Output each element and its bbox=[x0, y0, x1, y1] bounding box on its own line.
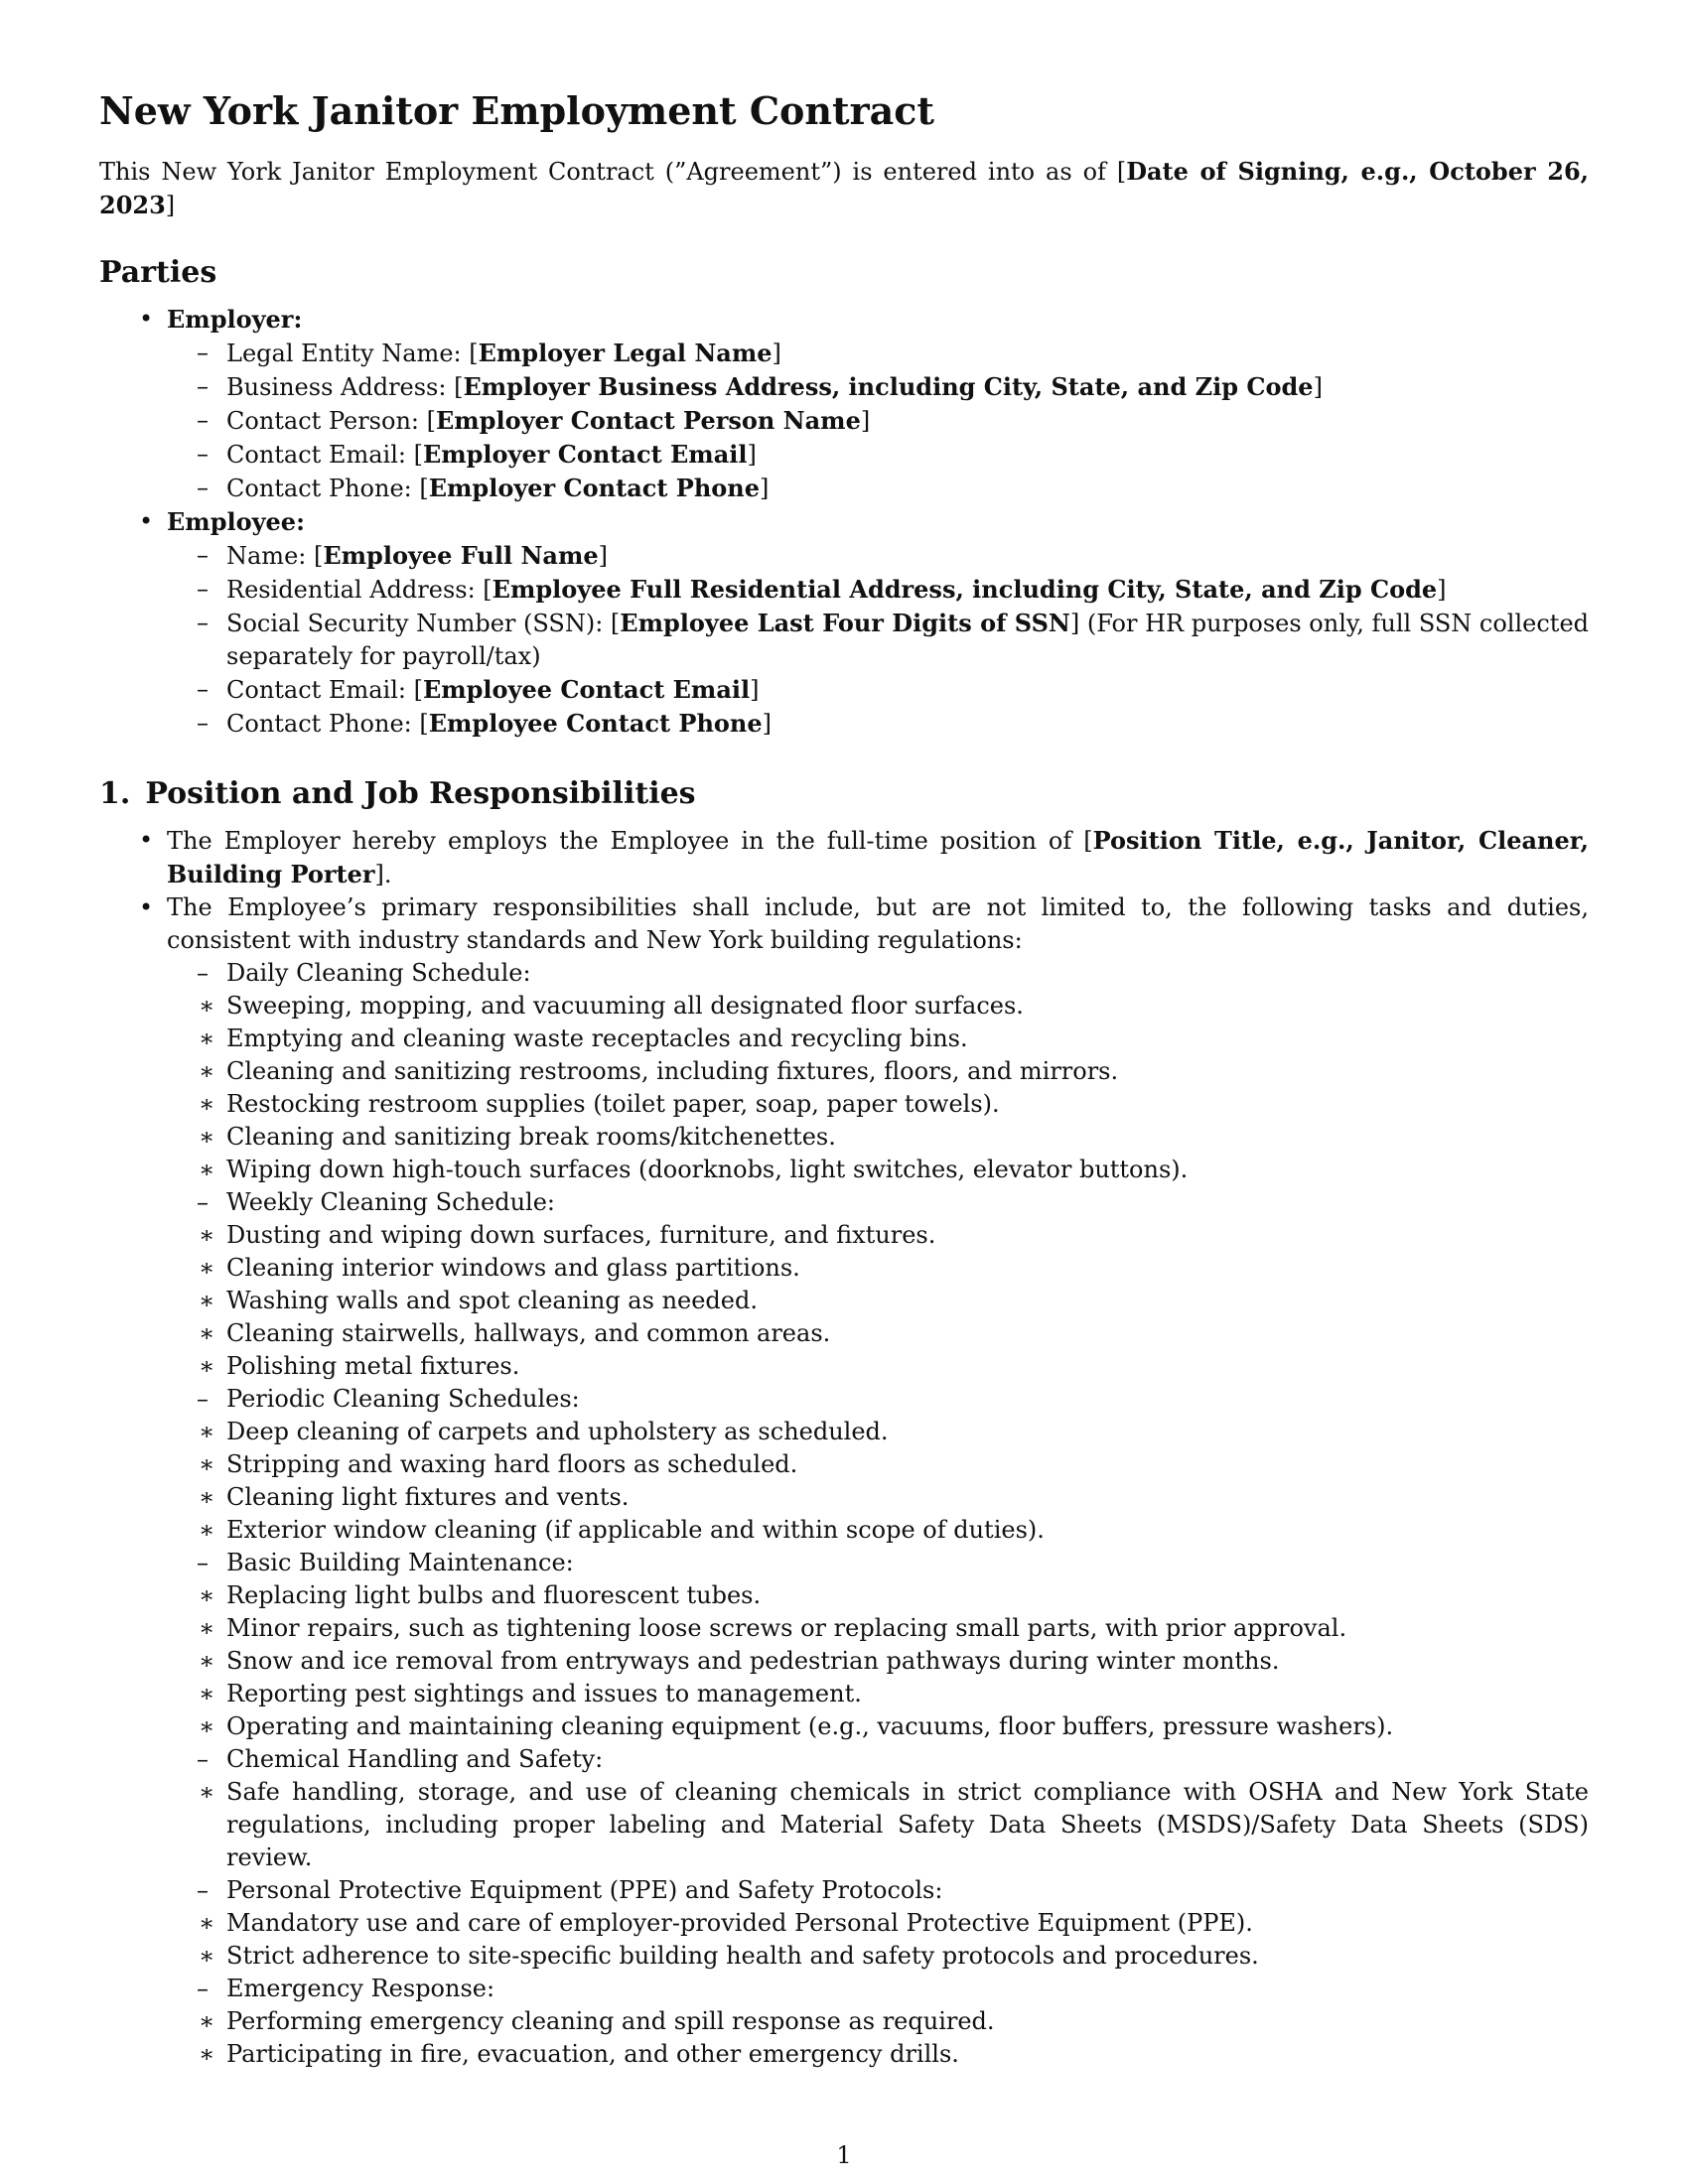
dash-marker: – bbox=[197, 575, 209, 603]
group-items bbox=[199, 2005, 1589, 2071]
star-marker: ∗ bbox=[199, 1647, 215, 1675]
duty-item bbox=[174, 1710, 1589, 1743]
field-placeholder: Employee Full Name bbox=[323, 541, 599, 570]
intro-close: ] bbox=[165, 192, 176, 219]
group-items bbox=[199, 1579, 1589, 1743]
duty-text: Cleaning and sanitizing break rooms/kitchenettes. bbox=[226, 1123, 836, 1151]
field-close: ] bbox=[762, 710, 773, 738]
star-marker: ∗ bbox=[199, 2040, 215, 2068]
group-title: Chemical Handling and Safety: bbox=[226, 1745, 604, 1773]
field-placeholder: Employee Last Four Digits of SSN bbox=[620, 609, 1070, 637]
star-marker: ∗ bbox=[199, 1909, 215, 1937]
star-marker: ∗ bbox=[199, 992, 215, 1020]
star-marker: ∗ bbox=[199, 1712, 215, 1740]
group-title: Emergency Response: bbox=[226, 1975, 495, 2002]
duty-text: Cleaning and sanitizing restrooms, including fixtures, floors, and mirrors. bbox=[226, 1057, 1119, 1085]
duty-text: Exterior window cleaning (if applicable and within scope of duties). bbox=[226, 1516, 1045, 1544]
group-items bbox=[199, 1416, 1589, 1547]
duty-text: Washing walls and spot cleaning as needed. bbox=[226, 1287, 758, 1314]
position-close: ]. bbox=[374, 861, 392, 888]
position-text: The Employer hereby employs the Employee in the full-time position of [ bbox=[167, 827, 1093, 855]
duty-text: Replacing light bulbs and fluorescent tubes. bbox=[226, 1581, 762, 1609]
employer-item bbox=[99, 303, 1589, 505]
duty-text: Cleaning stairwells, hallways, and common areas. bbox=[226, 1319, 831, 1347]
group-items bbox=[199, 1776, 1589, 1874]
duty-item bbox=[174, 1678, 1589, 1710]
duty-text: Emptying and cleaning waste receptacles and recycling bins. bbox=[226, 1024, 968, 1052]
dash-marker: – bbox=[197, 1188, 209, 1216]
duty-item bbox=[174, 1055, 1589, 1088]
duty-text: Strict adherence to site-specific building health and safety protocols and procedures. bbox=[226, 1942, 1259, 1970]
dash-marker: – bbox=[197, 1745, 209, 1773]
field-label: Residential Address: [ bbox=[226, 576, 492, 604]
responsibility-group bbox=[159, 1743, 1589, 1874]
dash-marker: – bbox=[197, 474, 209, 501]
duty-item bbox=[174, 2038, 1589, 2071]
duty-item bbox=[174, 1121, 1589, 1154]
employer-fields bbox=[197, 337, 1589, 505]
field-close: ] bbox=[598, 542, 608, 570]
field-close: ] bbox=[772, 340, 781, 367]
star-marker: ∗ bbox=[199, 1156, 215, 1183]
duty-item bbox=[174, 1481, 1589, 1514]
field-close: ] bbox=[860, 407, 871, 435]
bullet-marker: • bbox=[139, 305, 154, 333]
duty-text: Operating and maintaining cleaning equipment (e.g., vacuums, floor buffers, pressure washers). bbox=[226, 1712, 1394, 1740]
intro-paragraph bbox=[99, 155, 1589, 222]
responsibilities-intro: The Employee’s primary responsibilities shall include, but are not limited to, the following tasks and duties, consistent with industry standards and New York building regulations: bbox=[167, 893, 1589, 954]
duty-item bbox=[174, 1219, 1589, 1252]
party-field bbox=[159, 404, 1589, 438]
duty-item bbox=[174, 1776, 1589, 1874]
responsibilities-item bbox=[99, 891, 1589, 2071]
field-placeholder: Employer Contact Person Name bbox=[435, 406, 861, 435]
star-marker: ∗ bbox=[199, 1614, 215, 1642]
dash-marker: – bbox=[197, 541, 209, 569]
responsibility-group bbox=[159, 1973, 1589, 2071]
duty-item bbox=[174, 1416, 1589, 1448]
star-marker: ∗ bbox=[199, 1221, 215, 1249]
duty-text: Performing emergency cleaning and spill response as required. bbox=[226, 2007, 995, 2035]
duty-item bbox=[174, 1154, 1589, 1186]
duty-text: Safe handling, storage, and use of cleaning chemicals in strict compliance with OSHA and New York State regulations, including proper labeling and Material Safety Data Sheets (MSDS)/Safety Data Sheets (SDS) review. bbox=[226, 1778, 1589, 1871]
group-title: Personal Protective Equipment (PPE) and Safety Protocols: bbox=[226, 1876, 943, 1904]
group-title: Basic Building Maintenance: bbox=[226, 1549, 574, 1576]
star-marker: ∗ bbox=[199, 1123, 215, 1151]
star-marker: ∗ bbox=[199, 1581, 215, 1609]
duty-item bbox=[174, 1514, 1589, 1547]
dash-marker: – bbox=[197, 406, 209, 434]
employee-label: Employee: bbox=[167, 507, 305, 536]
group-title: Weekly Cleaning Schedule: bbox=[226, 1188, 555, 1216]
responsibility-group bbox=[159, 957, 1589, 1186]
duty-text: Reporting pest sightings and issues to management. bbox=[226, 1680, 862, 1707]
group-items bbox=[199, 1907, 1589, 1973]
group-items bbox=[199, 990, 1589, 1186]
responsibility-groups bbox=[197, 957, 1589, 2071]
duty-item bbox=[174, 1023, 1589, 1055]
group-title: Daily Cleaning Schedule: bbox=[226, 959, 531, 987]
duty-item bbox=[174, 1088, 1589, 1121]
duty-text: Sweeping, mopping, and vacuuming all designated floor surfaces. bbox=[226, 992, 1024, 1020]
dash-marker: – bbox=[197, 709, 209, 737]
field-placeholder: Employee Contact Phone bbox=[428, 709, 763, 738]
duty-text: Participating in fire, evacuation, and other emergency drills. bbox=[226, 2040, 959, 2068]
duty-item bbox=[174, 1448, 1589, 1481]
employee-item bbox=[99, 505, 1589, 741]
field-close: ] (For HR purposes only, full SSN collected separately for payroll/tax) bbox=[226, 610, 1590, 670]
star-marker: ∗ bbox=[199, 1024, 215, 1052]
field-label: Contact Email: [ bbox=[226, 441, 423, 469]
field-label: Name: [ bbox=[226, 542, 324, 570]
contract-page bbox=[99, 87, 1589, 2071]
star-marker: ∗ bbox=[199, 1057, 215, 1085]
field-label: Contact Phone: [ bbox=[226, 710, 429, 738]
field-label: Business Address: [ bbox=[226, 373, 464, 401]
page-number: 1 bbox=[836, 2141, 852, 2169]
duty-text: Cleaning light fixtures and vents. bbox=[226, 1483, 630, 1511]
field-close: ] bbox=[760, 475, 770, 502]
star-marker: ∗ bbox=[199, 1319, 215, 1347]
duty-item bbox=[174, 1940, 1589, 1973]
document-title: New York Janitor Employment Contract bbox=[99, 88, 934, 133]
field-placeholder: Employer Business Address, including City, State, and Zip Code bbox=[463, 372, 1314, 401]
duty-text: Deep cleaning of carpets and upholstery as scheduled. bbox=[226, 1418, 889, 1445]
dash-marker: – bbox=[197, 1549, 209, 1576]
party-field bbox=[159, 607, 1589, 673]
duty-item bbox=[174, 1350, 1589, 1383]
party-field bbox=[159, 472, 1589, 505]
duty-text: Minor repairs, such as tightening loose screws or replacing small parts, with prior approval. bbox=[226, 1614, 1347, 1642]
party-field bbox=[159, 673, 1589, 707]
party-field bbox=[159, 539, 1589, 573]
dash-marker: – bbox=[197, 1385, 209, 1413]
field-placeholder: Employer Legal Name bbox=[478, 339, 773, 367]
dash-marker: – bbox=[197, 1876, 209, 1904]
duty-item bbox=[174, 1252, 1589, 1285]
star-marker: ∗ bbox=[199, 1418, 215, 1445]
star-marker: ∗ bbox=[199, 1090, 215, 1118]
duty-item bbox=[174, 1907, 1589, 1940]
duty-item bbox=[174, 1645, 1589, 1678]
intro-text: This New York Janitor Employment Contract (”Agreement”) is entered into as of [ bbox=[99, 158, 1127, 186]
party-field bbox=[159, 370, 1589, 404]
field-placeholder: Employee Full Residential Address, including City, State, and Zip Code bbox=[492, 575, 1438, 604]
employee-fields bbox=[197, 539, 1590, 741]
duty-text: Stripping and waxing hard floors as scheduled. bbox=[226, 1450, 798, 1478]
star-marker: ∗ bbox=[199, 1516, 215, 1544]
star-marker: ∗ bbox=[199, 1680, 215, 1707]
star-marker: ∗ bbox=[199, 1254, 215, 1282]
party-field bbox=[159, 573, 1589, 607]
party-field bbox=[159, 707, 1589, 741]
duty-text: Restocking restroom supplies (toilet paper, soap, paper towels). bbox=[226, 1090, 1000, 1118]
dash-marker: – bbox=[197, 440, 209, 468]
field-label: Contact Person: [ bbox=[226, 407, 436, 435]
group-title: Periodic Cleaning Schedules: bbox=[226, 1385, 580, 1413]
section-1-heading: 1. Position and Job Responsibilities bbox=[99, 776, 696, 811]
parties-list bbox=[99, 303, 1589, 741]
field-placeholder: Employer Contact Email bbox=[422, 440, 748, 469]
duty-item bbox=[174, 1579, 1589, 1612]
section-1-list bbox=[99, 824, 1589, 2071]
responsibility-group bbox=[159, 1383, 1589, 1547]
duty-text: Cleaning interior windows and glass partitions. bbox=[226, 1254, 800, 1282]
duty-text: Snow and ice removal from entryways and pedestrian pathways during winter months. bbox=[226, 1647, 1280, 1675]
duty-item bbox=[174, 1317, 1589, 1350]
position-title-placeholder: Position Title, e.g., Janitor, Cleaner, Building Porter bbox=[167, 826, 1589, 888]
star-marker: ∗ bbox=[199, 1450, 215, 1478]
field-placeholder: Employer Contact Phone bbox=[428, 474, 761, 502]
responsibility-group bbox=[159, 1874, 1589, 1973]
responsibility-group bbox=[159, 1186, 1589, 1383]
employer-label: Employer: bbox=[167, 305, 303, 334]
dash-marker: – bbox=[197, 675, 209, 703]
duty-item bbox=[174, 1285, 1589, 1317]
star-marker: ∗ bbox=[199, 1778, 215, 1806]
duty-item bbox=[174, 2005, 1589, 2038]
dash-marker: – bbox=[197, 1975, 209, 2002]
star-marker: ∗ bbox=[199, 1942, 215, 1970]
duty-text: Mandatory use and care of employer-provided Personal Protective Equipment (PPE). bbox=[226, 1909, 1253, 1937]
party-field bbox=[159, 438, 1589, 472]
duty-text: Wiping down high-touch surfaces (doorknobs, light switches, elevator buttons). bbox=[226, 1156, 1189, 1183]
field-label: Legal Entity Name: [ bbox=[226, 340, 479, 367]
star-marker: ∗ bbox=[199, 1483, 215, 1511]
dash-marker: – bbox=[197, 372, 209, 400]
star-marker: ∗ bbox=[199, 2007, 215, 2035]
star-marker: ∗ bbox=[199, 1287, 215, 1314]
field-close: ] bbox=[750, 676, 760, 704]
position-item bbox=[99, 824, 1589, 891]
date-placeholder: Date of Signing, e.g., October 26, 2023 bbox=[99, 157, 1590, 219]
bullet-marker: • bbox=[139, 507, 154, 535]
duty-item bbox=[174, 1612, 1589, 1645]
field-close: ] bbox=[1313, 373, 1323, 401]
field-label: Contact Email: [ bbox=[226, 676, 423, 704]
group-items bbox=[199, 1219, 1589, 1383]
party-field bbox=[159, 337, 1589, 370]
field-label: Contact Phone: [ bbox=[226, 475, 429, 502]
field-placeholder: Employee Contact Email bbox=[422, 675, 751, 704]
dash-marker: – bbox=[197, 959, 209, 987]
bullet-marker: • bbox=[139, 893, 154, 921]
parties-heading: Parties bbox=[99, 255, 217, 290]
field-close: ] bbox=[747, 441, 757, 469]
field-close: ] bbox=[1437, 576, 1447, 604]
star-marker: ∗ bbox=[199, 1352, 215, 1380]
responsibility-group bbox=[159, 1547, 1589, 1743]
bullet-marker: • bbox=[139, 826, 154, 854]
duty-text: Dusting and wiping down surfaces, furniture, and fixtures. bbox=[226, 1221, 936, 1249]
dash-marker: – bbox=[197, 339, 209, 366]
duty-text: Polishing metal fixtures. bbox=[226, 1352, 520, 1380]
field-label: Social Security Number (SSN): [ bbox=[226, 610, 621, 637]
duty-item bbox=[174, 990, 1589, 1023]
dash-marker: – bbox=[197, 609, 209, 636]
